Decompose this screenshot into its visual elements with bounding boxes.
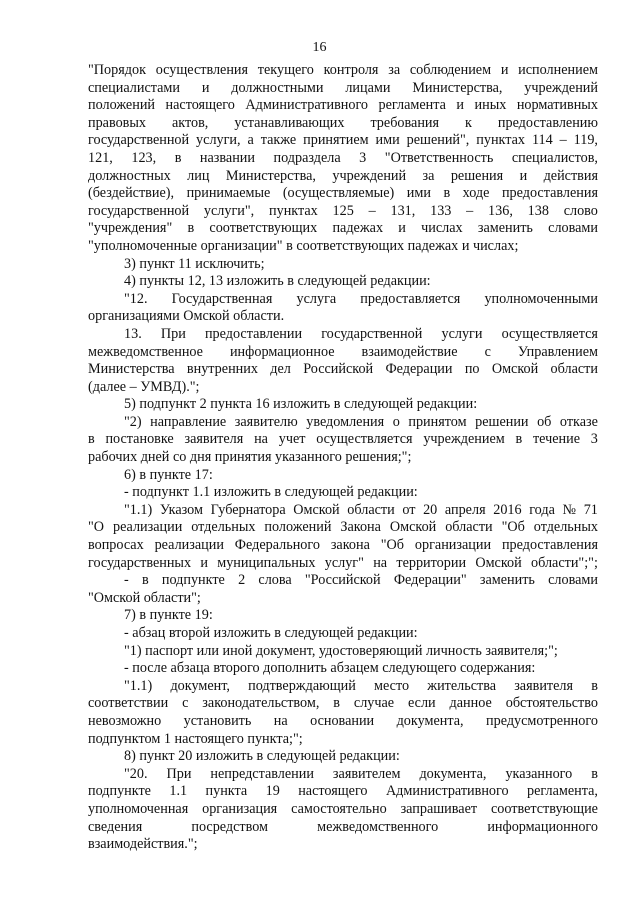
word: – [559,132,567,149]
word: "Ответственность [384,149,494,166]
text-line [88,713,598,731]
word: настоящего [298,783,368,800]
text-line: организациями Омской области. [88,308,285,325]
word: муниципальных [217,554,316,571]
word: документ, [170,677,230,694]
word: требования [370,114,440,131]
word: 136, [488,202,513,219]
word: подпункте [88,783,151,800]
word: в [333,695,340,712]
word: 131, [390,202,416,219]
text-line: 6) в пункте 17: [124,466,213,483]
word: о [392,413,400,430]
word: Омской [475,554,522,571]
word: учреждений [524,79,598,96]
text-line: 3) пункт 11 исключить; [124,255,265,272]
word: Омской [491,361,539,378]
word: с [484,343,491,360]
word: исполнением [518,62,598,78]
word: словами [548,220,598,237]
word: правовых [88,114,147,131]
text-line [88,150,598,168]
word: 123, [131,149,157,166]
word: года [529,501,555,518]
word: отдельных [533,519,598,536]
word: место [374,677,410,694]
text-line: - подпункт 1.1 изложить в следующей редакции: [124,484,418,501]
word: вопросах [88,537,144,554]
word: информационное [229,343,335,360]
word: актов, [171,114,209,131]
text-line: "уполномоченные организации" в соответствующих падежах и числах; [88,237,519,254]
word: на [273,712,288,729]
word: в [174,149,182,166]
word: учреждений [332,167,407,184]
document-body [88,62,598,854]
word: взаимодействие [361,343,458,360]
word: "Российской [304,572,381,589]
word: При [166,765,192,782]
word: 133 [430,202,452,219]
word: сведения [88,818,143,835]
word: и [398,220,406,237]
text-line: 7) в пункте 19: [124,607,213,624]
word: дел [270,361,291,378]
word: устанавливающих [234,114,345,131]
word: "учреждения" [88,220,173,237]
word: "2) [124,413,142,430]
word: Государственная [171,290,273,307]
word: в [443,185,451,202]
word: 3 [590,431,598,448]
word: падежах [332,220,384,237]
word: - [124,572,129,589]
word: осуществляется [501,325,598,342]
word: Российской [303,361,374,378]
word: Министерства, [412,79,503,96]
text-line: подпунктом 1 настоящего пункта;"; [88,730,303,747]
word: услуги, [196,132,241,149]
word: указанного [505,765,573,782]
word: 114 [531,132,553,149]
word: документа, [419,765,487,782]
word: лицами [345,79,391,96]
word: заявителю [234,413,298,430]
text-line: 4) пункты 12, 13 изложить в следующей редакции: [124,273,431,290]
word: подраздела [273,149,341,166]
text-line: 8) пункт 20 изложить в следующей редакции: [124,748,400,765]
word: государственной [88,202,190,219]
word: 19 [265,783,280,800]
word: принятом [408,413,467,430]
word: положений [88,97,156,114]
word: "12. [124,290,148,307]
word: и [201,79,210,96]
word: государственной [88,132,190,149]
text-line: 5) подпункт 2 пункта 16 изложить в следующей редакции: [124,396,478,413]
word: межведомственного [317,818,439,835]
word: осуществления [155,62,249,78]
word: организация [202,800,278,817]
word: предусмотренного [486,712,598,729]
word: также [260,132,297,149]
word: непредставлении [210,765,314,782]
word: решений", [406,132,470,149]
word: отказе [559,413,598,430]
word: "1.1) [124,501,153,518]
word: на [254,431,268,448]
text-line [88,678,598,696]
word: "Порядок [88,62,146,78]
text-line [88,185,598,203]
text-line [88,326,598,344]
word: контроля [323,62,379,78]
word: специалистов, [511,149,598,166]
word: 2 [238,572,246,589]
word: предоставления [501,537,598,554]
text-line: рабочих дней со дня принятия указанного решения;"; [88,449,412,466]
text-line [88,291,598,309]
word: Губернатора [210,501,286,518]
word: по [464,361,480,378]
text-line [88,132,598,150]
word: услуга [296,290,337,307]
word: пунктах [476,132,526,149]
word: отдельных [191,519,256,536]
word: Закона [340,519,381,536]
word: установить [183,712,252,729]
word: 119, [573,132,598,149]
word: соответствующих [209,220,318,237]
word: ими [375,132,400,149]
word: (бездействие), [88,185,175,202]
word: должностных [88,167,171,184]
word: направление [150,413,227,430]
text-line [88,203,598,221]
text-line [88,766,598,784]
word: апреля [444,501,486,518]
word: в [187,220,195,237]
word: "О [88,519,105,536]
text-line: "Омской области"; [88,589,201,606]
word: соответствии [88,695,169,712]
word: организации [414,537,492,554]
word: действия [543,167,598,184]
word: предоставления [501,185,598,202]
word: "Об [380,537,405,554]
word: пункта [205,783,248,800]
word: законодательством, [202,695,320,712]
word: основании [310,712,375,729]
word: решения [450,167,504,184]
word: пунктах [269,202,318,219]
word: учет [278,431,306,448]
text-line [88,220,598,238]
word: реализации [112,519,183,536]
page-number: 16 [312,40,327,55]
word: если [408,695,436,712]
word: области [347,501,395,518]
word: решении [475,413,529,430]
text-line [88,168,598,186]
word: названии [199,149,255,166]
word: и [500,62,509,78]
word: на [373,554,388,571]
word: и [456,97,465,114]
word: 1.1 [169,783,188,800]
word: и [519,167,528,184]
word: регламента, [527,783,598,800]
word: – [368,202,376,219]
word: услуги", [203,202,255,219]
word: заявителя [184,431,244,448]
text-line: - абзац второй изложить в следующей редакции: [124,625,418,641]
word: в [141,572,149,589]
word: невозможно [88,712,162,729]
word: Административного [385,783,509,800]
text-line [88,344,598,362]
word: должностными [231,79,324,96]
text-line [88,97,598,115]
word: словами [548,572,598,589]
word: Административного [245,97,369,114]
text-line [88,695,598,713]
word: настоящего [165,97,235,114]
word: в [88,431,95,448]
word: заменить [479,572,535,589]
text-line [88,502,598,520]
word: межведомственное [88,343,203,360]
word: "20. [124,765,148,782]
word: соблюдением [409,62,492,78]
word: числах [421,220,463,237]
word: Омской [389,519,437,536]
word: а [247,132,254,149]
word: заявителем [332,765,401,782]
word: слова [258,572,292,589]
word: Управлением [517,343,598,360]
word: 13. [124,325,142,342]
text-line [88,80,598,98]
word: ходе [462,185,490,202]
word: специалистами [88,79,181,96]
word: положений [264,519,332,536]
word: подтверждающий [248,677,356,694]
text-line: (далее – УМВД)."; [88,378,200,395]
word: Федерального [234,537,320,554]
word: При [160,325,186,342]
word: области";"; [531,554,598,571]
word: учреждением [423,431,505,448]
word: предоставлении [204,325,303,342]
text-line [88,572,598,590]
word: услуги [441,325,483,342]
word: 71 [583,501,598,518]
word: государственной [321,325,423,342]
text-line [88,115,598,133]
word: данное [449,695,492,712]
text-line [88,361,598,379]
word: Министерства [88,361,175,378]
word: принимаемые [186,185,271,202]
word: уполномоченная [88,800,189,817]
word: Омской [293,501,340,518]
word: об [537,413,552,430]
word: закона [330,537,370,554]
word: уполномоченными [484,290,598,307]
text-line [88,801,598,819]
word: заменить [477,220,533,237]
word: Министерства, [225,167,316,184]
word: к [465,114,472,131]
text-line [88,537,598,555]
text-line [88,783,598,801]
word: текущего [257,62,314,78]
text-line [88,519,598,537]
text-line [88,431,598,449]
word: Федерации" [393,572,467,589]
word: соответствующие [490,800,598,817]
word: регламента [378,97,446,114]
word: информационного [487,818,598,835]
text-line [88,819,598,837]
word: 20 [423,501,438,518]
text-line: "1) паспорт или иной документ, удостоверяющий личность заявителя;"; [124,642,558,659]
word: постановке [105,431,174,448]
word: услуг" [324,554,364,571]
word: в [591,677,598,694]
word: жительства [427,677,497,694]
word: от [402,501,416,518]
word: принятием [303,132,369,149]
word: 138 [527,202,549,219]
word: Указом [159,501,203,518]
word: лиц [187,167,210,184]
word: уведомления [306,413,385,430]
text-line: взаимодействия."; [88,836,198,853]
word: реализации [154,537,224,554]
word: (осуществляемые) [282,185,395,202]
word: подпункте [161,572,225,589]
word: Федерации [385,361,453,378]
word: "1.1) [124,677,153,694]
word: предоставляется [360,290,461,307]
text-line [88,62,598,80]
word: за [388,62,401,78]
word: ими [406,185,431,202]
word: области [445,519,493,536]
word: 125 [332,202,354,219]
word: в [515,431,523,448]
word: внутренних [186,361,258,378]
word: 3 [359,149,367,166]
word: "Об [501,519,525,536]
word: в [591,765,598,782]
word: с [182,695,189,712]
word: нормативных [516,97,598,114]
word: осуществляется [316,431,413,448]
text-line [88,555,598,573]
word: 121, [88,149,113,166]
text-line: - после абзаца второго дополнить абзацем следующего содержания: [124,660,536,677]
word: – [466,202,474,219]
word: самостоятельно [291,800,387,817]
word: посредством [191,818,269,835]
word: обстоятельство [505,695,598,712]
word: области [550,361,598,378]
word: государственных [88,554,192,571]
word: предоставлению [497,114,598,131]
word: слово [563,202,598,219]
word: 2016 [493,501,522,518]
word: документа, [396,712,464,729]
word: территории [396,554,467,571]
word: за [422,167,435,184]
word: заявителя [514,677,574,694]
word: иных [474,97,507,114]
word: № [562,501,577,518]
word: запрашивает [400,800,478,817]
word: случае [353,695,395,712]
word: течение [532,431,581,448]
word: и [200,554,208,571]
text-line [88,414,598,432]
